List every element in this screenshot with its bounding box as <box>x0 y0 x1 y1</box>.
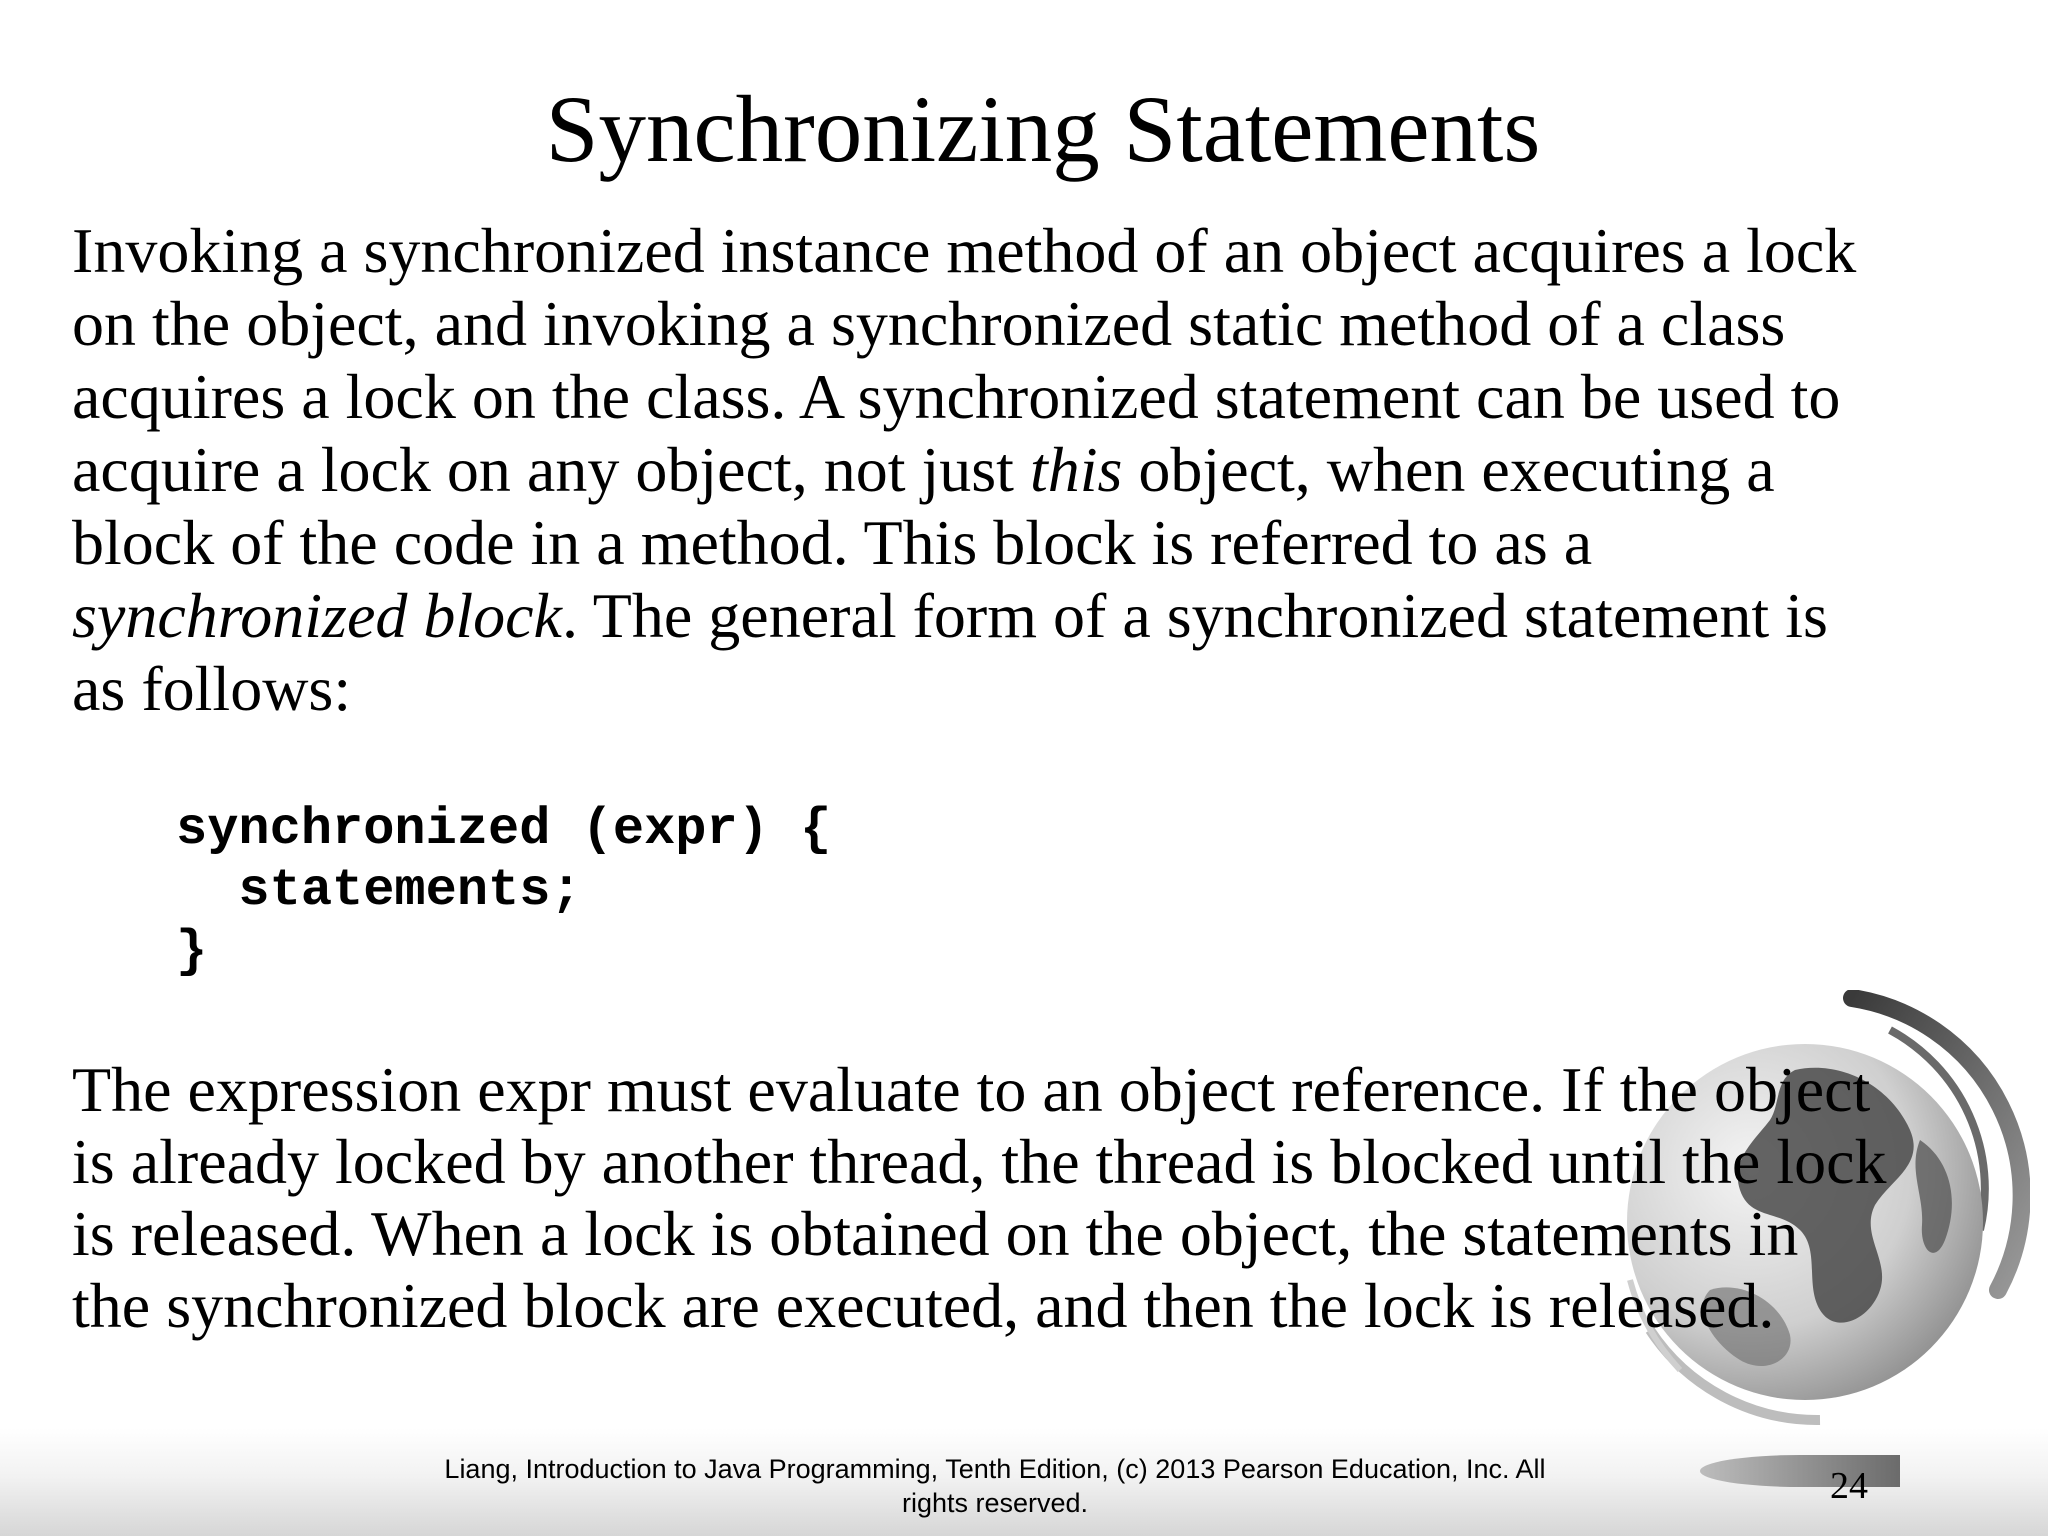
intro-line <box>72 433 1856 506</box>
copyright-footer <box>400 1452 1590 1520</box>
outro-line: The expression expr must evaluate to an object reference. If the object <box>72 1054 1871 1125</box>
intro-text: on the object, and invoking a synchronized static method of a class <box>72 288 1786 359</box>
intro-line <box>72 214 1856 287</box>
intro-text: as follows: <box>72 653 352 724</box>
code-block <box>176 799 831 982</box>
intro-line <box>72 287 1856 360</box>
emphasis-synchronized-block: synchronized block <box>72 580 562 651</box>
intro-text: . The general form of a synchronized statement is <box>561 580 1828 651</box>
intro-line <box>72 652 1856 725</box>
intro-text: object, when executing a <box>1122 434 1775 505</box>
outro-line: is released. When a lock is obtained on the object, the statements in <box>72 1198 1799 1269</box>
intro-text: acquires a lock on the class. A synchronized statement can be used to <box>72 361 1841 432</box>
intro-text: acquire a lock on any object, not just <box>72 434 1030 505</box>
code-line: } <box>176 922 208 981</box>
code-line: statements; <box>176 861 582 920</box>
footer-line: Liang, Introduction to Java Programming, Tenth Edition, (c) 2013 Pearson Education, Inc. All <box>444 1454 1546 1484</box>
intro-text: block of the code in a method. This block is referred to as a <box>72 507 1593 578</box>
intro-paragraph <box>72 214 1856 725</box>
outro-line: is already locked by another thread, the thread is blocked until the lock <box>72 1126 1887 1197</box>
intro-text: Invoking a synchronized instance method of an object acquires a lock <box>72 215 1857 286</box>
intro-line <box>72 579 1856 652</box>
code-line: synchronized (expr) { <box>176 800 832 859</box>
outro-line: the synchronized block are executed, and then the lock is released. <box>72 1270 1775 1341</box>
intro-line <box>72 506 1856 579</box>
slide-title: Synchronizing Statements <box>545 76 1541 182</box>
page-number-tab <box>1700 1455 1900 1487</box>
page-number: 24 <box>1830 1465 1868 1507</box>
intro-line <box>72 360 1856 433</box>
footer-line: rights reserved. <box>901 1488 1089 1518</box>
outro-paragraph <box>72 1054 1887 1342</box>
emphasis-this: this <box>1029 434 1123 505</box>
